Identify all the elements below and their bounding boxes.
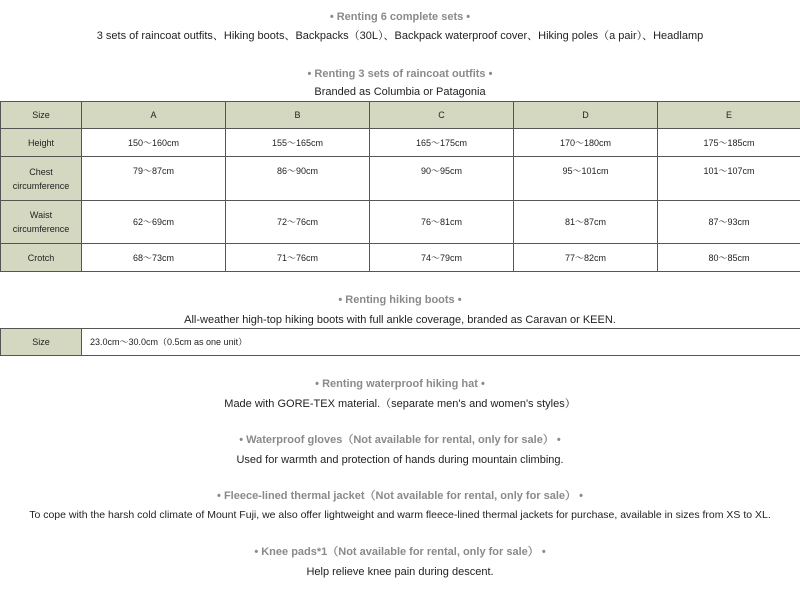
row-label-waist: Waist circumference	[1, 201, 82, 244]
table-row	[1, 329, 800, 356]
table-cell: 76～81cm	[370, 201, 514, 244]
hat-heading: • Renting waterproof hiking hat •	[315, 378, 485, 390]
table-row	[1, 201, 800, 244]
row-label-crotch: Crotch	[1, 244, 82, 272]
table-cell: 71～76cm	[226, 244, 370, 272]
header-cell-d: D	[514, 102, 658, 129]
table-header-row	[1, 102, 800, 129]
table-cell: 80～85cm	[658, 244, 800, 272]
kneepads-description: Help relieve knee pain during descent.	[306, 566, 494, 578]
raincoat-brand: Branded as Columbia or Patagonia	[314, 86, 486, 98]
table-cell: 101～107cm	[658, 157, 800, 201]
table-row	[1, 129, 800, 157]
table-cell: 155～165cm	[226, 129, 370, 157]
sets-items: 3 sets of raincoat outfits、Hiking boots、Backpacks（30L）、Backpack waterproof cover、Hiking poles（a pair）、Headlamp	[96, 30, 704, 42]
header-cell-b: B	[226, 102, 370, 129]
jacket-description: To cope with the harsh cold climate of Mount Fuji, we also offer lightweight and warm fleece-lined thermal jackets for purchase, available in sizes from XS to XL.	[29, 509, 771, 521]
boots-size-table	[0, 328, 800, 356]
table-cell: 90～95cm	[370, 157, 514, 201]
header-cell-size: Size	[1, 102, 82, 129]
gloves-description: Used for warmth and protection of hands during mountain climbing.	[236, 454, 564, 466]
boots-size-value: 23.0cm～30.0cm（0.5cm as one unit）	[82, 329, 800, 356]
table-cell: 165～175cm	[370, 129, 514, 157]
hat-description: Made with GORE-TEX material.（separate men's and women's styles）	[224, 398, 576, 410]
table-cell: 79～87cm	[82, 157, 226, 201]
row-label-height: Height	[1, 129, 82, 157]
boots-size-label: Size	[1, 329, 82, 356]
table-cell: 77～82cm	[514, 244, 658, 272]
header-cell-a: A	[82, 102, 226, 129]
table-cell: 95～101cm	[514, 157, 658, 201]
table-cell: 170～180cm	[514, 129, 658, 157]
raincoat-heading: • Renting 3 sets of raincoat outfits •	[307, 68, 493, 80]
header-cell-e: E	[658, 102, 800, 129]
row-label-chest: Chest circumference	[1, 157, 82, 201]
table-cell: 81～87cm	[514, 201, 658, 244]
boots-heading: • Renting hiking boots •	[338, 294, 462, 306]
table-cell: 86～90cm	[226, 157, 370, 201]
table-cell: 68～73cm	[82, 244, 226, 272]
kneepads-heading: • Knee pads*1（Not available for rental, only for sale） •	[254, 546, 546, 558]
table-cell: 150～160cm	[82, 129, 226, 157]
table-cell: 175～185cm	[658, 129, 800, 157]
table-cell: 74～79cm	[370, 244, 514, 272]
table-cell: 62～69cm	[82, 201, 226, 244]
gloves-heading: • Waterproof gloves（Not available for rental, only for sale） •	[239, 434, 561, 446]
table-cell: 87～93cm	[658, 201, 800, 244]
jacket-heading: • Fleece-lined thermal jacket（Not available for rental, only for sale） •	[217, 490, 583, 502]
raincoat-size-table	[0, 101, 800, 272]
boots-description: All-weather high-top hiking boots with full ankle coverage, branded as Caravan or KEEN.	[184, 314, 616, 326]
header-cell-c: C	[370, 102, 514, 129]
table-row	[1, 244, 800, 272]
table-row	[1, 157, 800, 201]
table-cell: 72～76cm	[226, 201, 370, 244]
sets-heading: • Renting 6 complete sets •	[329, 11, 471, 23]
